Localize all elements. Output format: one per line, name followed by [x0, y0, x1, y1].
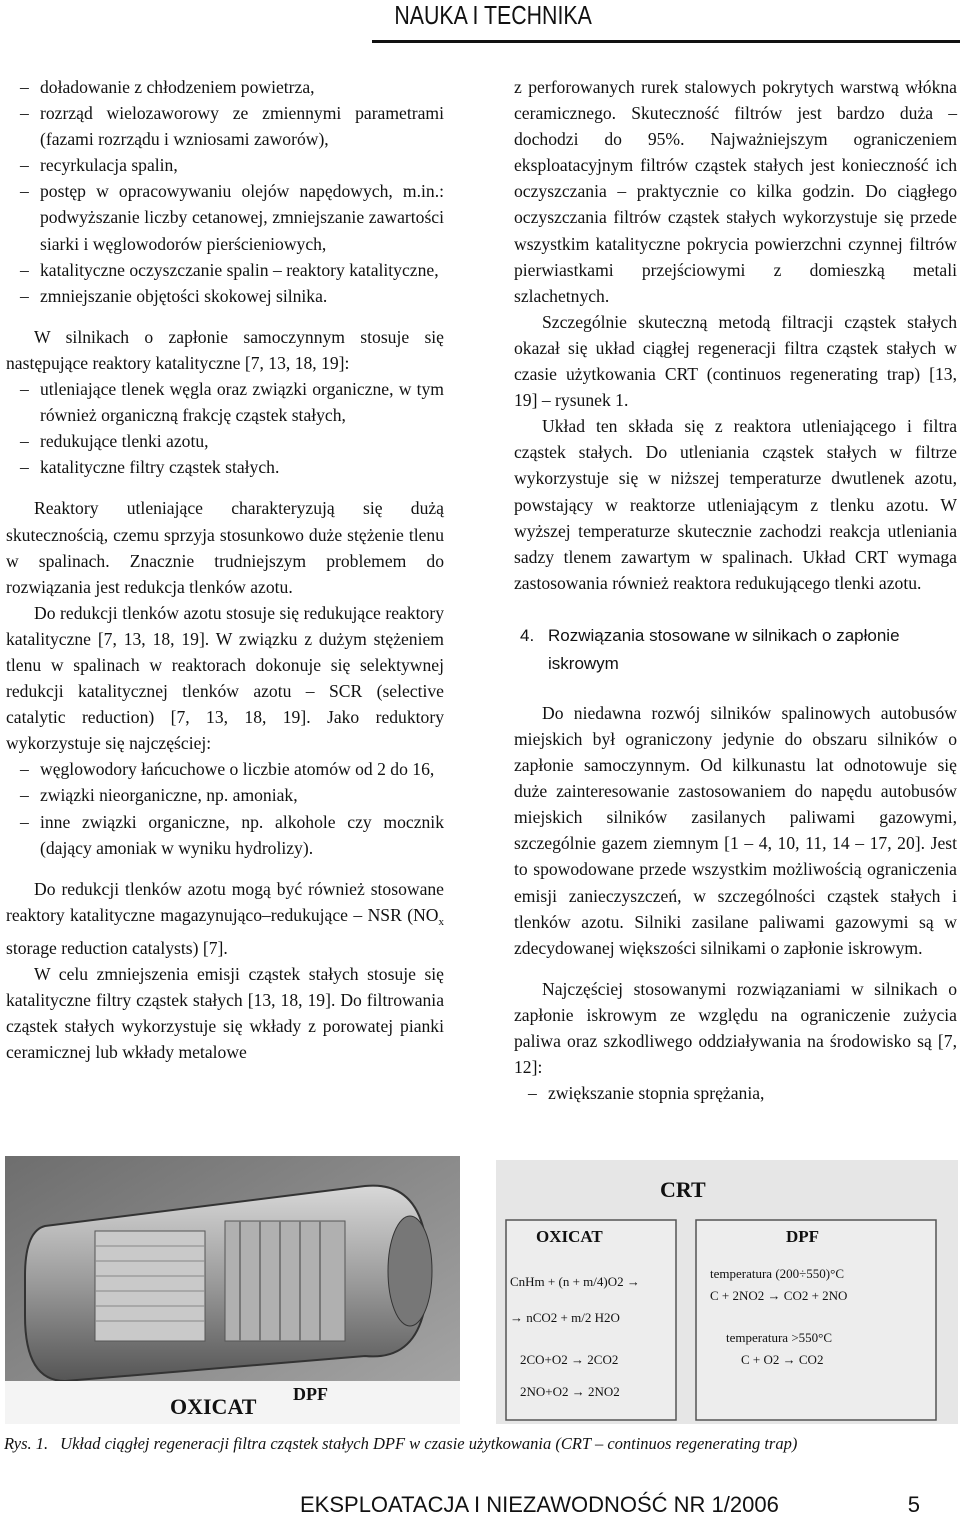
list-reductants	[6, 756, 444, 860]
list-item: – węglowodory łańcuchowe o liczbie atomów od 2 do 16,	[6, 756, 444, 782]
photo-label-dpf: DPF	[293, 1384, 328, 1404]
list-item: – rozrząd wielozaworowy ze zmiennymi parametrami (fazami rozrządu i wzniosami zaworów),	[6, 100, 444, 152]
crt-cutaway-photo	[5, 1156, 460, 1424]
paragraph: Do redukcji tlenków azotu stosuje się redukujące reaktory katalityczne [7, 13, 18, 19]. W związku z dużym stężeniem tlenu w spalinach w reaktorach dokonuje się selektywnej redukcji katalitycznej tlenków azotu – SCR (selective catalytic reduction) [7, 13, 18, 19]. Jako reduktory wykorzystuje się najczęściej:	[6, 602, 444, 754]
list-engine-measures	[6, 74, 444, 309]
header-rule	[372, 40, 960, 43]
list-item: – związki nieorganiczne, np. amoniak,	[6, 782, 444, 808]
caption-label: Rys. 1.	[4, 1434, 49, 1453]
crt-diagram-svg	[496, 1160, 958, 1424]
paragraph: Reaktory utleniające charakteryzują się dużą skutecznością, czemu sprzyja stosunkowo duże stężenie tlenu w spalinach. Znacznie trudniejszym problemem do rozwiązania jest redukcja tlenków azotu.	[6, 498, 444, 597]
list-item: – postęp w opracowywaniu olejów napędowych, m.in.: podwyższanie liczby cetanowej, zmniejszanie zawartości siarki i węglowodorów pierścieniowych,	[6, 178, 444, 256]
diagram-title: CRT	[660, 1177, 706, 1202]
list-catalytic-reactors	[6, 376, 444, 480]
list-item: – inne związki organiczne, np. alkohole czy mocznik (dający amoniak w wyniku hydrolizy).	[6, 809, 444, 861]
journal-name: EKSPLOATACJA I NIEZAWODNOŚĆ NR 1/2006	[300, 1492, 779, 1517]
header-title: NAUKA I TECHNIKA	[394, 0, 592, 30]
paragraph	[6, 876, 444, 961]
list-si-measures	[514, 1080, 957, 1106]
temperature-range-high: temperatura >550°C	[726, 1330, 833, 1345]
equation-o2-soot: C + O2 → CO2	[741, 1352, 824, 1367]
equation-oxidation-hc: CnHm + (n + m/4)O2 →	[510, 1274, 640, 1289]
equation-no: 2NO+O2 → 2NO2	[520, 1384, 620, 1399]
page-footer	[300, 1492, 920, 1518]
list-item: – zwiększanie stopnia sprężania,	[514, 1080, 957, 1106]
list-item: – doładowanie z chłodzeniem powietrza,	[6, 74, 444, 100]
paragraph: Do niedawna rozwój silników spalinowych autobusów miejskich był ograniczony jedynie do obszaru silników o zapłonie samoczynnym. Od kilkunastu lat odnotowuje się duże zainteresowanie zastosowaniem do napędu autobusów miejskich silników zasilanych paliwami gazowymi, szczególnie gazem ziemnym [1 – 4, 10, 11, 14 – 17, 20]. Jest to spowodowane przede wszystkim możliwością ograniczenia emisji zanieczyszczeń, w szczególności cząstek stałych i tlenków azotu. Silniki zasilane paliwami gazowymi są w zdecydowanej większości silnikami o zapłonie iskrowym.	[514, 702, 957, 958]
right-column	[514, 74, 957, 1106]
crt-diagram	[496, 1160, 958, 1424]
equation-products: → nCO2 + m/2 H2O	[510, 1310, 620, 1325]
paragraph: Szczególnie skuteczną metodą filtracji cząstek stałych okazał się układ ciągłej regeneracji filtra cząstek stałych w czasie użytkowania CRT (continuos regenerating trap) [13, 19] – rysunek 1.	[514, 311, 957, 411]
subscript: x	[438, 915, 444, 928]
diagram-oxicat-label: OXICAT	[536, 1227, 603, 1246]
crt-cutaway-illustration	[5, 1156, 460, 1424]
list-item: – utleniające tlenek węgla oraz związki organiczne, w tym również organiczną frakcję cząstek stałych,	[6, 376, 444, 428]
list-item: – katalityczne filtry cząstek stałych.	[6, 454, 444, 480]
list-item: – redukujące tlenki azotu,	[6, 428, 444, 454]
photo-label-oxicat: OXICAT	[170, 1394, 257, 1419]
left-column	[6, 74, 444, 1065]
section-title: Rozwiązania stosowane w silnikach o zapłonie	[548, 625, 900, 645]
list-item: – katalityczne oczyszczanie spalin – reaktory katalityczne,	[6, 257, 444, 283]
list-item: – zmniejszanie objętości skokowej silnika.	[6, 283, 444, 309]
paragraph-text: storage reduction catalysts) [7].	[6, 937, 228, 958]
paragraph-text: Do redukcji tlenków azotu mogą być również stosowane reaktory katalityczne magazynująco–redukujące – NSR (NO	[6, 878, 444, 925]
temperature-range-low: temperatura (200÷550)°C	[710, 1266, 844, 1281]
section-heading	[514, 622, 957, 678]
section-title-cont: iskrowym	[548, 653, 619, 673]
paragraph: W celu zmniejszenia emisji cząstek stałych stosuje się katalityczne filtry cząstek stałych [13, 18, 19]. Do filtrowania cząstek stałych wykorzystuje się wkłady z porowatej pianki ceramicznej lub wkłady metalowe	[6, 964, 444, 1063]
figure-caption	[4, 1434, 956, 1454]
caption-text: Układ ciągłej regeneracji filtra cząstek stałych DPF w czasie użytkowania (CRT – continuos regenerating trap)	[60, 1434, 798, 1453]
equation-co: 2CO+O2 → 2CO2	[520, 1352, 619, 1367]
paragraph: z perforowanych rurek stalowych pokrytych warstwą włókna ceramicznego. Skuteczność filtrów jest bardzo duża – dochodzi do 95%. Najważniejszym ograniczeniem eksploatacyjnym filtrów cząstek stałych jest konieczność ich oczyszczania – praktycznie co kilka godzin. Do ciągłego oczyszczania filtrów cząstek stałych wykorzystuje się przede wszystkim katalityczne pokrycia powierzchni czynnej filtrów pierwiastkami przejściowymi z domieszką metali szlachetnych.	[514, 77, 957, 306]
paragraph: Układ ten składa się z reaktora utleniającego i filtra cząstek stałych. Do utleniania cząstek stałych w filtrze wykorzystuje się w niższej temperaturze dwutlenek azotu, powstający w reaktorze utleniającym z tlenku azotu. W wyższej temperaturze skutecznie zachodzi reakcja utleniania sadzy tlenem zawartym w spalinach. Układ CRT wymaga zastosowania również reaktora redukującego tlenki azotu.	[514, 416, 957, 593]
paragraph: W silnikach o zapłonie samoczynnym stosuje się następujące reaktory katalityczne [7, 13, 18, 19]:	[6, 326, 444, 373]
diagram-dpf-label: DPF	[786, 1227, 820, 1246]
page-number: 5	[907, 1492, 920, 1517]
list-item: – recyrkulacja spalin,	[6, 152, 444, 178]
equation-no2-soot: C + 2NO2 → CO2 + 2NO	[710, 1288, 848, 1303]
section-number: 4.	[520, 625, 535, 645]
paragraph: Najczęściej stosowanymi rozwiązaniami w silnikach o zapłonie iskrowym ze względu na ograniczenie zużycia paliwa oraz szkodliwego oddziaływania na środowisko są [7, 12]:	[514, 978, 957, 1078]
